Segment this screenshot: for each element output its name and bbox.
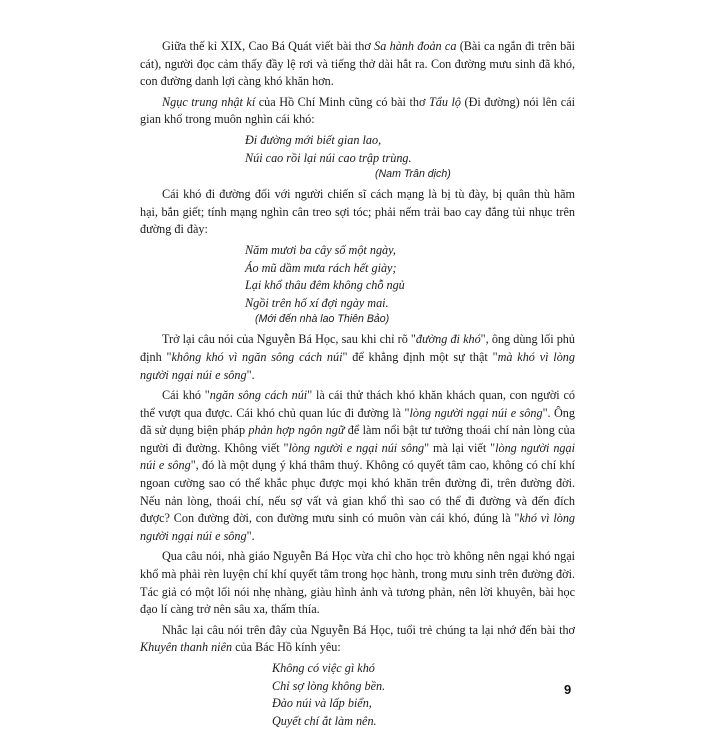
text-run: " mà lại viết " <box>424 440 496 455</box>
attrib-run: ) <box>447 168 451 181</box>
quoted-phrase: lòng người e ngại núi sông <box>288 440 425 455</box>
poem-title: Khuyên thanh niên <box>140 640 233 655</box>
poem-line: Ngồi trên hố xí đợi ngày mai. <box>245 295 389 310</box>
text-run: (Đi đường) nói lên cái gian khổ trong muôn nghìn cái khó: <box>140 94 575 127</box>
poem-line: Lại khổ thâu đêm không chỗ ngủ <box>245 278 405 293</box>
paragraph-6: Qua câu nói, nhà giáo Nguyễn Bá Học vừa chỉ cho học trò không nên ngại khó ngại khổ mà phải rèn luyện chí khí quyết tâm trong học hành, trong mưu sinh trên đường đời. Tác giả có một lối nói nhẹ nhàng, giàu hình ảnh và tương phản, nên lời khuyên, bài học đạo lí càng trở nên sâu xa, thấm thía. <box>140 549 575 617</box>
text-run: " là cái thử thách khó khăn khách quan, con người có thể vượt qua được. Cái khó chủ quan lúc đi đường là " <box>140 388 575 420</box>
attrib-run: (Nam Trân <box>375 168 428 181</box>
quoted-phrase: lòng người ngại núi e sông <box>140 440 575 473</box>
attrib-run: dịch <box>427 168 448 181</box>
text-run: Giữa thế kỉ XIX, Cao Bá Quát viết bài thơ <box>162 39 375 53</box>
poem-line: Đào núi và lấp biển, <box>272 696 372 711</box>
attrib-run: (Mới đến nhà lao Thiên Bảo) <box>255 313 390 326</box>
poem-line: Núi cao rồi lại núi cao trập trùng. <box>245 150 412 165</box>
text-run: ". <box>246 367 255 382</box>
page-number: 9 <box>564 682 572 697</box>
quoted-phrase: đường đi khó <box>415 332 481 347</box>
paragraph-1 <box>140 38 575 91</box>
poem-attribution <box>375 167 575 182</box>
quoted-phrase: không khó vì ngăn sông cách núi <box>171 349 343 364</box>
poem-excerpt-2 <box>245 242 575 327</box>
quoted-phrase: phản hợp ngôn ngữ <box>248 423 345 438</box>
poem-line: Quyết chí ắt làm nên. <box>272 713 377 728</box>
text-run: ", ông dùng lối phủ định " <box>140 332 575 364</box>
poem-line: Chỉ sợ lòng không bền. <box>272 678 386 693</box>
text-run: ". <box>246 528 255 543</box>
text-run: Nhắc lại câu nói trên đây của Nguyễn Bá Học, tuổi trẻ chúng ta lại nhớ đến bài thơ <box>162 622 575 637</box>
text-run: Trở lại câu nói của Nguyễn Bá Học, sau khi chỉ rõ " <box>162 332 416 347</box>
paragraph-7 <box>140 622 575 657</box>
text-run: (Bài ca ngắn đi trên bãi cát), người đọc cảm thấy đầy lệ rơi và tiếng thở dài hắt ra. Con đường mưu sinh đã khó, con đường danh lợi càng khó khăn hơn. <box>140 39 575 89</box>
book-title: Ngục trung nhật kí <box>162 94 256 109</box>
poem-title: Tẩu lộ <box>428 94 461 109</box>
quoted-phrase: mà khó vì lòng người ngại núi e sông <box>140 349 575 382</box>
quoted-phrase: khó vì lòng người ngại núi e sông <box>140 511 576 543</box>
poem-excerpt-1 <box>245 132 575 182</box>
text-run: ", đó là một dụng ý khá thâm thuý. Không có quyết tâm cao, không có chí khí ngoan cường sao có thể khắc phục được mọi khó khăn trên đường đi, trên đường đời. Nếu nản lòng, thoái chí, nếu sợ vất vả gian khổ thì sao có thể đi đường và đến đích được? Con đường đời, con đường mưu sinh có muôn vàn cái khó, đúng là " <box>140 458 575 526</box>
text-run: của Bác Hồ kính yêu: <box>232 640 341 655</box>
poem-line: Năm mươi ba cây số một ngày, <box>245 242 396 257</box>
text-run: Cái khó " <box>162 388 210 403</box>
poem-line: Áo mũ dầm mưa rách hết giày; <box>245 260 397 275</box>
text-run: ". Ông đã sử dụng biện pháp <box>140 405 575 438</box>
text-run: " để khẳng định một sự thật " <box>342 349 498 364</box>
page-body <box>140 38 575 734</box>
poem-title: Sa hành đoản ca <box>374 39 457 53</box>
paragraph-5 <box>140 387 575 545</box>
paragraph-3: Cái khó đi đường đối với người chiến sĩ cách mạng là bị tù đày, bị quân thù hãm hại, bắn giết; tính mạng nghìn cân treo sợi tóc; phải nếm trải bao cay đắng tủi nhục trên đường đi đày: <box>140 187 575 237</box>
text-run: của Hồ Chí Minh cũng có bài thơ <box>255 94 429 109</box>
poem-line: Đi đường mới biết gian lao, <box>245 132 382 147</box>
text-run: để làm nổi bật tư tưởng thoái chí nản lòng của người đi đường. Không viết " <box>140 423 576 455</box>
poem-line: Không có việc gì khó <box>272 661 375 675</box>
paragraph-4 <box>140 331 575 384</box>
poem-attribution <box>255 312 575 327</box>
quoted-phrase: lòng người ngại núi e sông <box>409 405 543 420</box>
paragraph-2 <box>140 94 575 129</box>
quoted-phrase: ngăn sông cách núi <box>209 388 308 403</box>
